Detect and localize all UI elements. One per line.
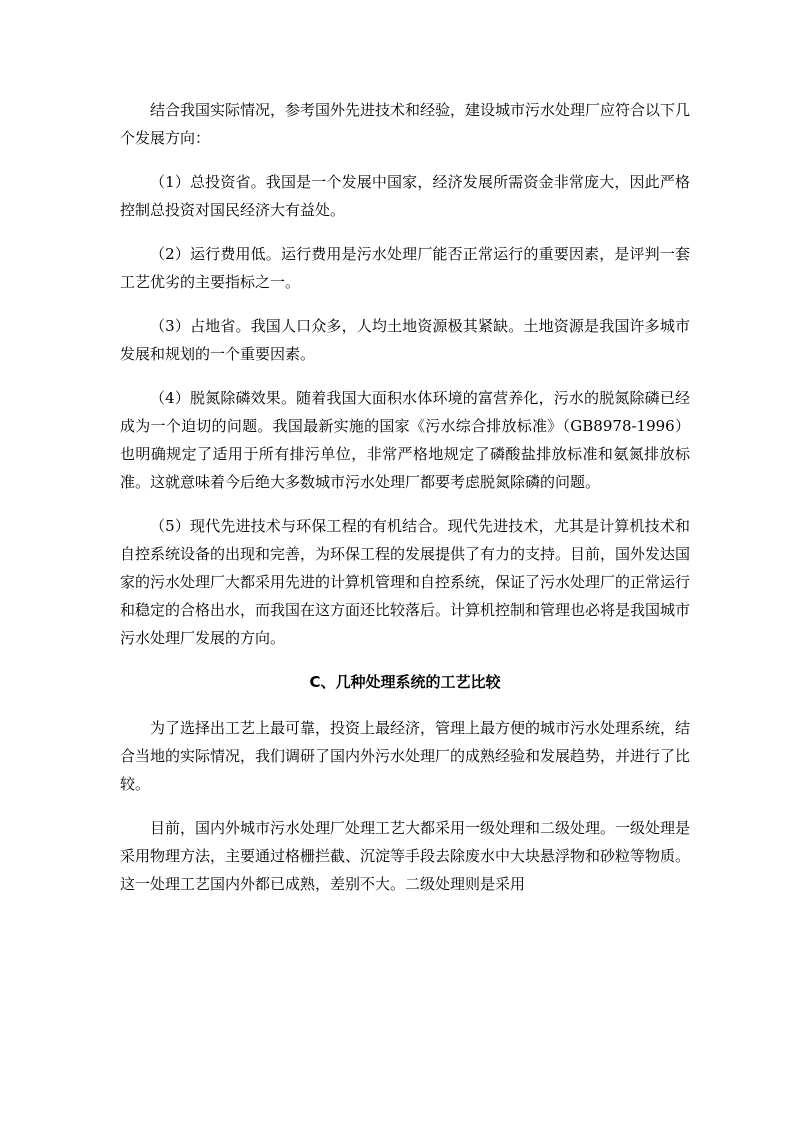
paragraph-treatment-levels: 目前，国内外城市污水处理厂处理工艺大都采用一级处理和二级处理。一级处理是采用物理方法，主要通过格栅拦截、沉淀等手段去除废水中大块悬浮物和砂粒等物质。这一处理工艺国内外都已成熟，差别不大。二级处理则是采用	[120, 819, 691, 893]
paragraph-intro: 结合我国实际情况，参考国外先进技术和经验，建设城市污水处理厂应符合以下几个发展方向：	[120, 101, 691, 147]
paragraph-point-3: （3）占地省。我国人口众多，人均土地资源极其紧缺。土地资源是我国许多城市发展和规划的一个重要因素。	[120, 317, 690, 363]
paragraph-point-4: （4）脱氮除磷效果。随着我国大面积水体环境的富营养化，污水的脱氮除磷已经成为一个迫切的问题。我国最新实施的国家《污水综合排放标准》（GB8978-1996）也明确规定了适用于所有排污单位，非常严格地规定了磷酸盐排放标准和氨氮排放标准。这就意味着今后绝大多数城市污水处理厂都要考虑脱氮除磷的问题。	[120, 389, 690, 491]
paragraph-comparison-intro: 为了选择出工艺上最可靠，投资上最经济，管理上最方便的城市污水处理系统，结合当地的实际情况，我们调研了国内外污水处理厂的成熟经验和发展趋势，并进行了比较。	[120, 719, 691, 793]
paragraph-point-2: （2）运行费用低。运行费用是污水处理厂能否正常运行的重要因素，是评判一套工艺优劣的主要指标之一。	[120, 245, 690, 291]
paragraph-point-5: （5）现代先进技术与环保工程的有机结合。现代先进技术，尤其是计算机技术和自控系统设备的出现和完善，为环保工程的发展提供了有力的支持。目前，国外发达国家的污水处理厂大都采用先进的计算机管理和自控系统，保证了污水处理厂的正常运行和稳定的合格出水，而我国在这方面还比较落后。计算机控制和管理也必将是我国城市污水处理厂发展的方向。	[120, 517, 691, 647]
document-body	[120, 96, 690, 914]
section-heading: C、几种处理系统的工艺比较	[309, 673, 501, 691]
paragraph-point-1: （1）总投资省。我国是一个发展中国家，经济发展所需资金非常庞大，因此严格控制总投资对国民经济大有益处。	[120, 173, 690, 219]
